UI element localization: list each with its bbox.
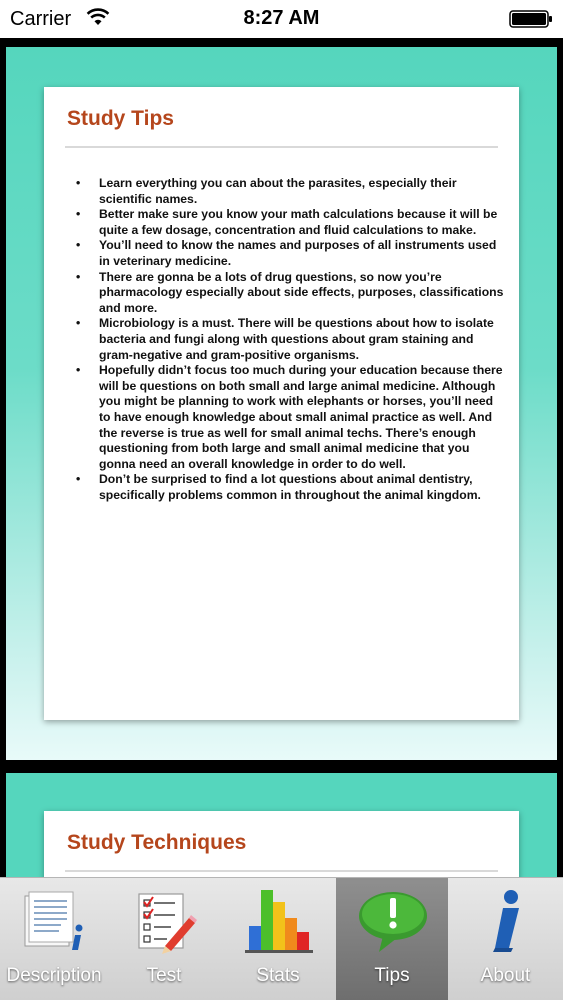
list-item: • Better make sure you know your math calculations because it will be quite a few dosage, concentration and fluid calculations to make. — [68, 207, 504, 238]
test-checklist-icon — [125, 888, 203, 956]
study-tips-paper — [44, 87, 519, 720]
tips-speech-bubble-icon — [353, 888, 431, 956]
status-bar — [0, 0, 563, 38]
list-item: • Microbiology is a must. There will be questions about how to isolate bacteria and fungi along with questions about gram staining and gram-negative and gram-positive organisms. — [68, 316, 504, 363]
tab-stats[interactable] — [220, 878, 336, 1000]
stats-bar-chart-icon — [239, 888, 317, 956]
tab-about[interactable] — [448, 878, 563, 1000]
status-time: 8:27 AM — [243, 7, 320, 29]
tab-label: Stats — [256, 965, 300, 986]
tab-label: Tips — [374, 965, 410, 986]
battery-icon — [509, 10, 553, 28]
carrier-label: Carrier — [10, 8, 72, 30]
tab-tips[interactable] — [336, 878, 448, 1000]
tab-description[interactable] — [0, 878, 108, 1000]
tab-label: About — [480, 965, 531, 986]
description-document-icon — [15, 888, 93, 956]
tab-bar — [0, 877, 563, 1000]
title-divider — [65, 146, 498, 148]
list-item: • There are gonna be a lots of drug questions, so now you’re pharmacology especially about side effects, purposes, classifications and more. — [68, 270, 504, 317]
study-tips-card — [6, 47, 557, 760]
study-tips-title: Study Tips — [67, 107, 174, 130]
tab-test[interactable] — [108, 878, 220, 1000]
study-techniques-title: Study Techniques — [67, 831, 247, 854]
tab-label: Test — [146, 965, 182, 986]
tab-label: Description — [6, 965, 102, 986]
list-item: • Learn everything you can about the parasites, especially their scientific names. — [68, 176, 504, 207]
study-tips-list — [68, 176, 504, 503]
list-item: • Don’t be surprised to find a lot questions about animal dentistry, specifically problems common in throughout the animal kingdom. — [68, 472, 504, 503]
list-item: • Hopefully didn’t focus too much during your education because there will be questions on both small and large animal medicine. Although you might be planning to work with elephants or horses, you’ll need to have enough knowledge about small animal practice as well. And the reverse is true as well for small animal techs. There’s enough questioning from both large and small animal medicine that you gonna need an overall knowledge in order to do well. — [68, 363, 504, 472]
title-divider — [65, 870, 498, 872]
about-info-icon — [467, 888, 545, 956]
list-item: • You’ll need to know the names and purposes of all instruments used in veterinary medicine. — [68, 238, 504, 269]
